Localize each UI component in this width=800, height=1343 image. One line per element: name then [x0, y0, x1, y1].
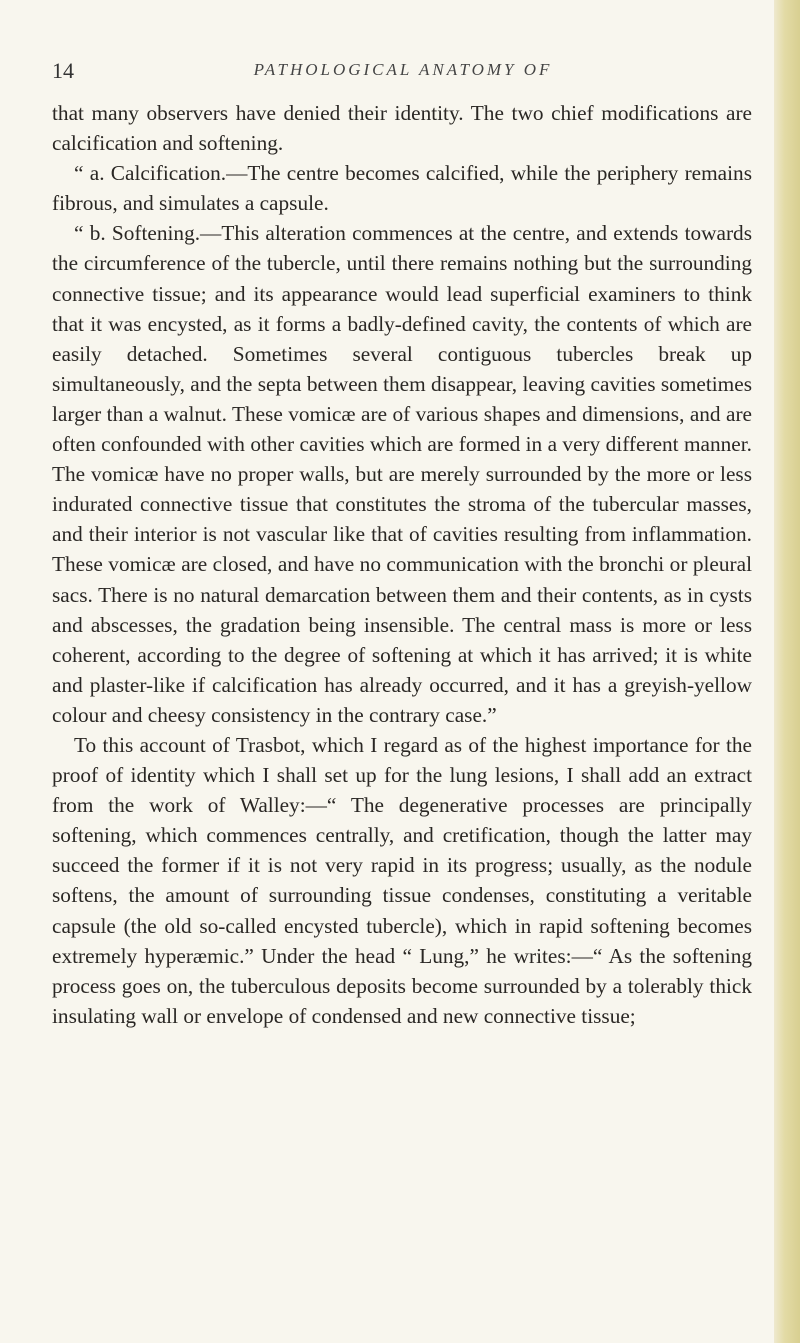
running-head: PATHOLOGICAL ANATOMY OF [253, 60, 553, 79]
page-number: 14 [52, 58, 74, 83]
paragraph-calcification: “ a. Calcification.—The centre becomes calcified, while the periphery remains fibrous, and simulates a capsule. [52, 161, 752, 216]
paragraph-1: that many observers have denied their identity. The two chief modifications are calcification and softening. [52, 101, 752, 156]
page-edge [774, 0, 800, 1343]
page-header [52, 58, 754, 88]
body-text [52, 98, 752, 1031]
paragraph-trasbot-walley: To this account of Trasbot, which I regard as of the highest importance for the proof of identity which I shall set up for the lung lesions, I shall add an extract from the work of Walley:—“ The degenerative processes are principally softening, which commences centrally, and cretification, though the latter may succeed the former if it is not very rapid in its progress; usually, as the nodule softens, the amount of surrounding tissue condenses, constituting a veritable capsule (the old so-called encysted tubercle), which in rapid softening becomes extremely hyperæmic.” Under the head “ Lung,” he writes:—“ As the softening process goes on, the tuberculous deposits become surrounded by a tolerably thick insulating wall or envelope of condensed and new connective tissue; [52, 732, 752, 1028]
paragraph-softening: “ b. Softening.—This alteration commences at the centre, and extends towards the circumference of the tubercle, until there remains nothing but the surrounding connective tissue; and its appearance would lead superficial examiners to think that it was encysted, as it forms a badly-defined cavity, the contents of which are easily detached. Sometimes several contiguous tubercles break up simultaneously, and the septa between them disappear, leaving cavities sometimes larger than a walnut. These vomicæ are of various shapes and dimensions, and are often confounded with other cavities which are formed in a very different manner. The vomicæ have no proper walls, but are merely surrounded by the more or less indurated connective tissue that constitutes the stroma of the tubercular masses, and their interior is not vascular like that of cavities resulting from inflammation. These vomicæ are closed, and have no communication with the bronchi or pleural sacs. There is no natural demarcation between them and their contents, as in cysts and abscesses, the gradation being insensible. The central mass is more or less coherent, according to the degree of softening at which it has arrived; it is white and plaster-like if calcification has already occurred, and it has a greyish-yellow colour and cheesy consistency in the contrary case.” [52, 221, 752, 727]
